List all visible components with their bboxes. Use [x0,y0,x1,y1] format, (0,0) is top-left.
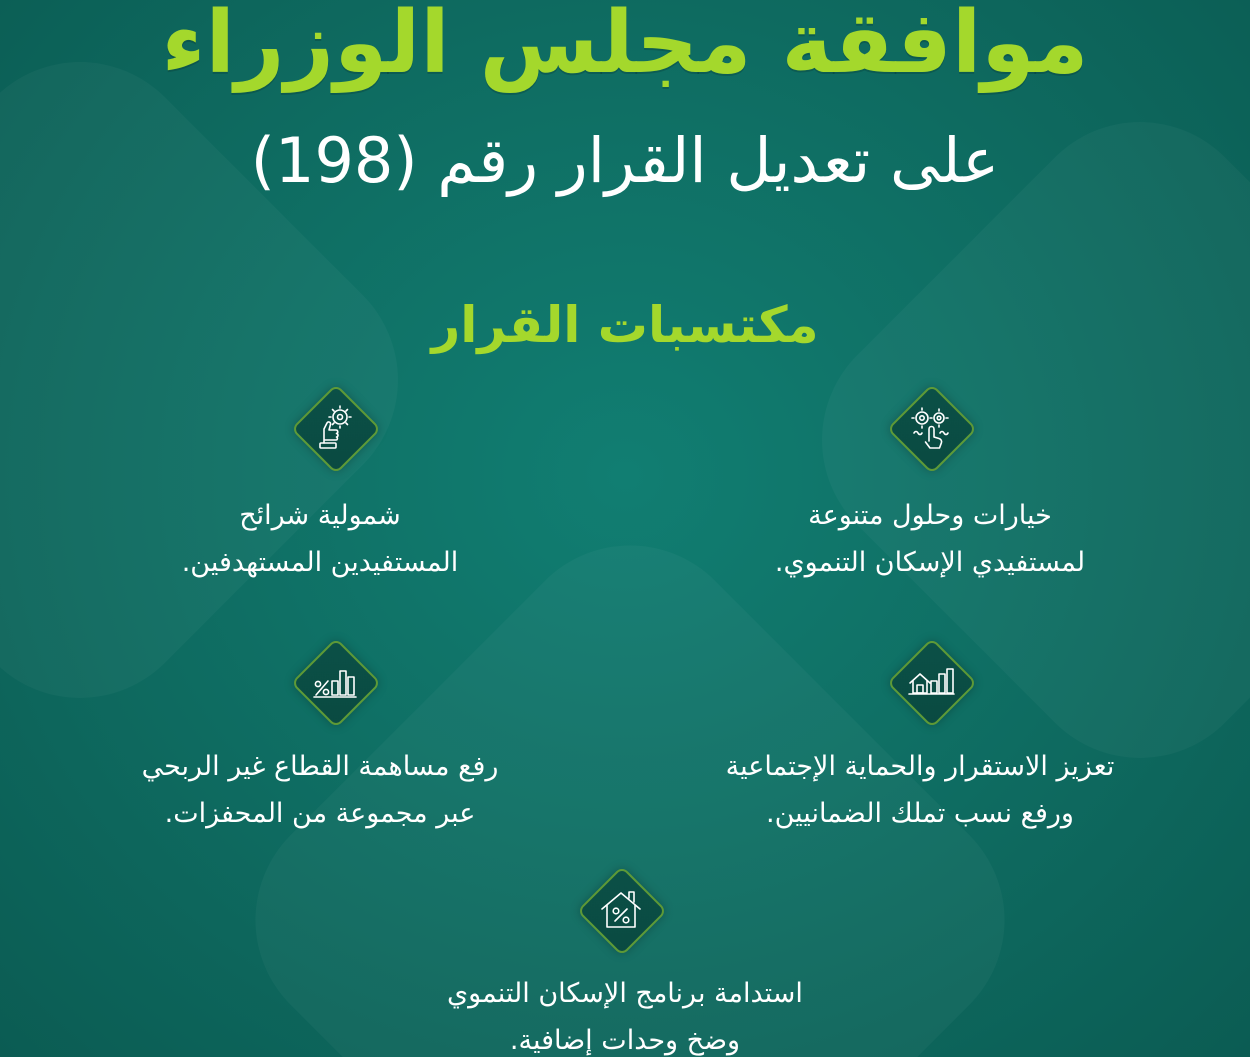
benefit-text [660,743,1180,837]
benefit-line: عبر مجموعة من المحفزات. [164,798,476,829]
benefit-text [680,492,1180,586]
house-percent-icon [596,885,646,935]
benefit-line: وضخ وحدات إضافية. [509,1025,741,1056]
page-subtitle: على تعديل القرار رقم (198) [250,124,1000,197]
benefit-text [375,970,875,1057]
benefit-line: رفع مساهمة القطاع غير الربحي [141,751,499,782]
benefit-line: خيارات وحلول متنوعة [808,500,1052,531]
benefit-line: تعزيز الاستقرار والحماية الإجتماعية [725,751,1115,782]
page-title: موافقة مجلس الوزراء [161,0,1089,93]
benefit-line: ورفع نسب تملك الضمانيين. [766,798,1074,829]
benefit-line: استدامة برنامج الإسكان التنموي [447,978,803,1009]
benefit-line: لمستفيدي الإسكان التنموي. [774,547,1086,578]
touch-gears-icon [906,403,956,453]
benefit-line: شمولية شرائح [239,500,401,531]
benefit-line: المستفيدين المستهدفين. [181,547,459,578]
hand-gear-icon [310,403,360,453]
benefit-text [80,743,560,837]
section-title: مكتسبات القرار [431,296,819,354]
percent-chart-icon [310,657,360,707]
benefit-text [80,492,560,586]
house-chart-icon [906,657,956,707]
